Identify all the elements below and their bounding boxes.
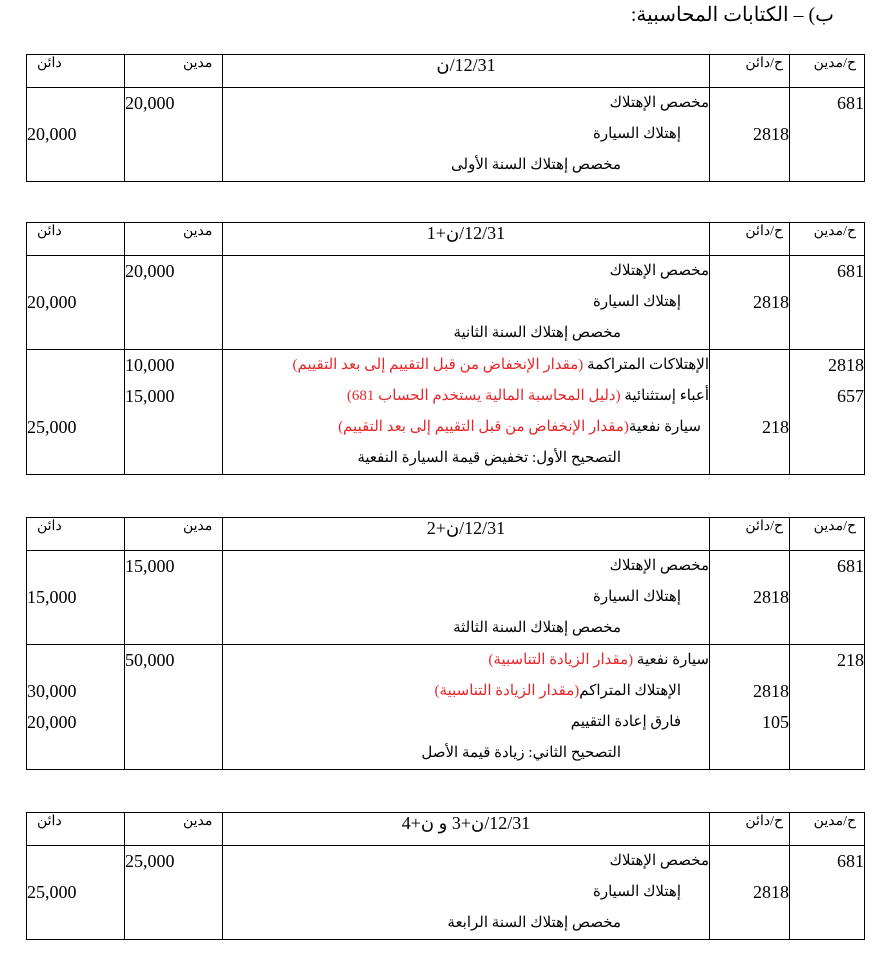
debit-account-cell xyxy=(790,350,865,475)
credit-account xyxy=(710,738,789,769)
debit-account xyxy=(790,877,864,908)
entry-line: إهتلاك السيارة xyxy=(593,589,681,605)
credit-amount xyxy=(27,350,124,381)
debit-account: 681 xyxy=(837,851,864,871)
header-credit-account: ح/دائن xyxy=(710,55,790,88)
header-credit-account: ح/دائن xyxy=(710,518,790,551)
debit-amount-cell xyxy=(125,846,223,940)
debit-amount xyxy=(125,877,222,908)
credit-amount xyxy=(27,443,124,474)
table-header-row xyxy=(27,55,865,88)
credit-amount-cell xyxy=(27,645,125,770)
journal-table-2 xyxy=(26,222,865,475)
credit-account xyxy=(710,150,789,181)
debit-account xyxy=(790,443,864,474)
header-debit-amount: مدين xyxy=(125,813,223,846)
debit-amount xyxy=(125,150,222,181)
credit-amount-cell xyxy=(27,551,125,645)
debit-amount-cell xyxy=(125,645,223,770)
debit-account-cell xyxy=(790,846,865,940)
debit-amount: 10,000 xyxy=(125,355,175,375)
credit-amount xyxy=(27,738,124,769)
debit-account xyxy=(790,738,864,769)
debit-amount: 20,000 xyxy=(125,93,175,113)
entry-note: (دليل المحاسبة المالية يستخدم الحساب 681) xyxy=(346,388,621,404)
debit-amount xyxy=(125,613,222,644)
credit-amount: 25,000 xyxy=(27,417,77,437)
debit-amount xyxy=(125,318,222,349)
header-debit-amount: مدين xyxy=(125,55,223,88)
entry-line: الإهتلاك المتراكم(مقدار الزيادة التناسبية) xyxy=(434,683,681,699)
credit-account-cell xyxy=(710,551,790,645)
credit-amount xyxy=(27,256,124,287)
debit-amount-cell xyxy=(125,350,223,475)
debit-account-cell xyxy=(790,88,865,182)
header-debit-amount: مدين xyxy=(125,223,223,256)
entry-line: سيارة نفعية(مقدار الإنخفاض من قبل التقييم إلى بعد التقييم) xyxy=(338,419,701,435)
entry-row xyxy=(27,846,865,940)
entry-note: (مقدار الإنخفاض من قبل التقييم إلى بعد التقييم) xyxy=(338,419,629,435)
journal-table-1 xyxy=(26,54,865,182)
entry-line: مخصص إهتلاك السنة الثانية xyxy=(453,325,621,341)
credit-account: 2818 xyxy=(753,681,789,701)
header-debit-account: ح/مدين xyxy=(790,55,865,88)
header-credit-account: ح/دائن xyxy=(710,223,790,256)
credit-amount: 20,000 xyxy=(27,292,77,312)
debit-account: 681 xyxy=(837,261,864,281)
debit-account: 657 xyxy=(837,386,864,406)
credit-account xyxy=(710,846,789,877)
description-cell xyxy=(223,350,710,475)
entry-row xyxy=(27,551,865,645)
header-debit-amount: مدين xyxy=(125,518,223,551)
debit-account xyxy=(790,613,864,644)
header-credit-amount: دائن xyxy=(27,813,125,846)
description-cell xyxy=(223,645,710,770)
credit-account xyxy=(710,443,789,474)
credit-amount: 20,000 xyxy=(27,124,77,144)
description-cell xyxy=(223,256,710,350)
credit-account-cell xyxy=(710,256,790,350)
debit-account: 2818 xyxy=(828,355,864,375)
debit-account: 681 xyxy=(837,556,864,576)
header-date: 12/31/ن xyxy=(223,55,710,88)
credit-account: 2818 xyxy=(753,587,789,607)
debit-amount xyxy=(125,412,222,443)
description-cell xyxy=(223,846,710,940)
debit-account xyxy=(790,908,864,939)
debit-amount-cell xyxy=(125,88,223,182)
credit-amount-cell xyxy=(27,846,125,940)
debit-account xyxy=(790,150,864,181)
credit-account: 2818 xyxy=(753,124,789,144)
header-debit-account: ح/مدين xyxy=(790,813,865,846)
debit-account xyxy=(790,582,864,613)
debit-account xyxy=(790,318,864,349)
entry-note: (مقدار الزيادة التناسبية) xyxy=(434,683,580,699)
debit-account xyxy=(790,676,864,707)
credit-account-cell xyxy=(710,88,790,182)
entry-line: مخصص إهتلاك السنة الثالثة xyxy=(453,620,621,636)
credit-amount xyxy=(27,551,124,582)
debit-account xyxy=(790,707,864,738)
entry-line: إهتلاك السيارة xyxy=(593,884,681,900)
credit-account-cell xyxy=(710,846,790,940)
table-header-row xyxy=(27,518,865,551)
credit-amount: 20,000 xyxy=(27,712,77,732)
credit-amount-cell xyxy=(27,350,125,475)
entry-line: التصحيح الثاني: زيادة قيمة الأصل xyxy=(421,745,621,761)
header-date: 12/31/ن+1 xyxy=(223,223,710,256)
debit-amount xyxy=(125,119,222,150)
debit-amount xyxy=(125,738,222,769)
header-date: 12/31/ن+2 xyxy=(223,518,710,551)
table-header-row xyxy=(27,813,865,846)
debit-amount: 50,000 xyxy=(125,650,175,670)
header-debit-account: ح/مدين xyxy=(790,223,865,256)
header-date: 12/31/ن+3 و ن+4 xyxy=(223,813,710,846)
entry-line: إهتلاك السيارة xyxy=(593,294,681,310)
entry-row xyxy=(27,350,865,475)
debit-amount xyxy=(125,582,222,613)
header-credit-amount: دائن xyxy=(27,55,125,88)
debit-account-cell xyxy=(790,645,865,770)
credit-account: 2818 xyxy=(753,292,789,312)
debit-account-cell xyxy=(790,256,865,350)
credit-amount: 15,000 xyxy=(27,587,77,607)
credit-amount: 25,000 xyxy=(27,882,77,902)
entry-line: مخصص الإهتلاك xyxy=(609,558,709,574)
credit-amount xyxy=(27,381,124,412)
credit-account: 2818 xyxy=(753,882,789,902)
section-heading: ب) – الكتابات المحاسبية: xyxy=(630,4,834,26)
debit-account: 218 xyxy=(837,650,864,670)
debit-amount: 15,000 xyxy=(125,386,175,406)
credit-account xyxy=(710,381,789,412)
credit-account xyxy=(710,613,789,644)
debit-amount xyxy=(125,443,222,474)
debit-amount: 15,000 xyxy=(125,556,175,576)
credit-account xyxy=(710,88,789,119)
credit-account: 105 xyxy=(762,712,789,732)
credit-amount-cell xyxy=(27,256,125,350)
debit-amount-cell xyxy=(125,256,223,350)
debit-amount xyxy=(125,287,222,318)
credit-amount xyxy=(27,88,124,119)
credit-account: 218 xyxy=(762,417,789,437)
credit-account-cell xyxy=(710,350,790,475)
credit-amount: 30,000 xyxy=(27,681,77,701)
entry-note: (مقدار الزيادة التناسبية) xyxy=(488,652,634,668)
debit-amount xyxy=(125,676,222,707)
description-cell xyxy=(223,551,710,645)
entry-row xyxy=(27,88,865,182)
entry-line: مخصص الإهتلاك xyxy=(609,853,709,869)
entry-row xyxy=(27,645,865,770)
credit-amount-cell xyxy=(27,88,125,182)
credit-account-cell xyxy=(710,645,790,770)
header-credit-amount: دائن xyxy=(27,518,125,551)
header-debit-account: ح/مدين xyxy=(790,518,865,551)
debit-account xyxy=(790,287,864,318)
entry-line: إهتلاك السيارة xyxy=(593,126,681,142)
header-credit-account: ح/دائن xyxy=(710,813,790,846)
header-credit-amount: دائن xyxy=(27,223,125,256)
entry-line: التصحيح الأول: تخفيض قيمة السيارة النفعية xyxy=(357,450,621,466)
credit-account xyxy=(710,645,789,676)
credit-amount xyxy=(27,613,124,644)
debit-amount xyxy=(125,707,222,738)
entry-line: فارق إعادة التقييم xyxy=(570,714,681,730)
debit-amount-cell xyxy=(125,551,223,645)
credit-amount xyxy=(27,150,124,181)
entry-line: مخصص إهتلاك السنة الرابعة xyxy=(447,915,621,931)
debit-account: 681 xyxy=(837,93,864,113)
entry-line: أعباء إستثنائية (دليل المحاسبة المالية يستخدم الحساب 681) xyxy=(346,388,709,404)
debit-account xyxy=(790,119,864,150)
credit-amount xyxy=(27,645,124,676)
debit-amount xyxy=(125,908,222,939)
debit-account-cell xyxy=(790,551,865,645)
credit-amount xyxy=(27,908,124,939)
debit-account xyxy=(790,412,864,443)
credit-account xyxy=(710,350,789,381)
debit-amount: 25,000 xyxy=(125,851,175,871)
journal-table-4 xyxy=(26,812,865,940)
credit-amount xyxy=(27,846,124,877)
description-cell xyxy=(223,88,710,182)
debit-amount: 20,000 xyxy=(125,261,175,281)
entry-line: سيارة نفعية (مقدار الزيادة التناسبية) xyxy=(488,652,709,668)
credit-account xyxy=(710,256,789,287)
entry-line: مخصص الإهتلاك xyxy=(609,263,709,279)
credit-amount xyxy=(27,318,124,349)
entry-line: مخصص إهتلاك السنة الأولى xyxy=(451,157,621,173)
entry-line: الإهتلاكات المتراكمة (مقدار الإنخفاض من قبل التقييم إلى بعد التقييم) xyxy=(292,357,709,373)
credit-account xyxy=(710,318,789,349)
journal-table-3 xyxy=(26,517,865,770)
credit-account xyxy=(710,551,789,582)
table-header-row xyxy=(27,223,865,256)
entry-note: (مقدار الإنخفاض من قبل التقييم إلى بعد التقييم) xyxy=(292,357,584,373)
entry-row xyxy=(27,256,865,350)
entry-line: مخصص الإهتلاك xyxy=(609,95,709,111)
credit-account xyxy=(710,908,789,939)
